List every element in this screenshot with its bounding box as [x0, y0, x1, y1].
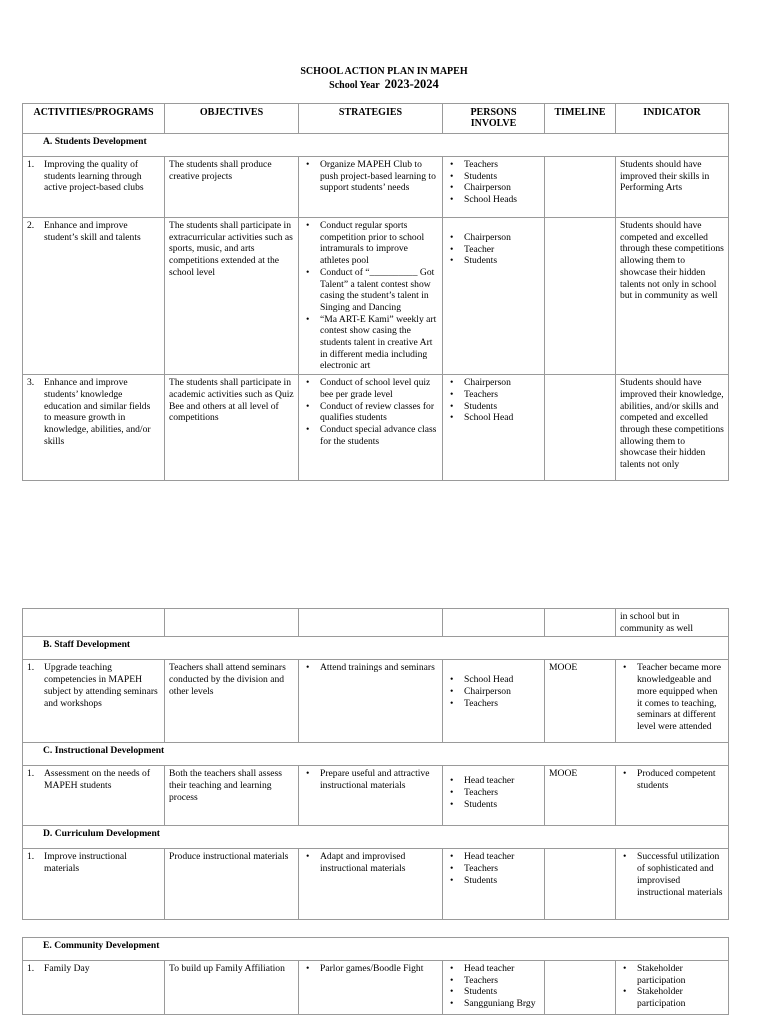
table-row: 1. Upgrade teaching competencies in MAPEH subject by attending seminars and workshops Teachers shall attend seminars conducted by the division and other levels • Attend trainings and seminars • School Head • Chairperson • Teachers MOOE • Teacher became more knowledgeable and more equipped when it comes to teaching, seminars at different level were attended	[23, 660, 729, 743]
activity-cell: Family Day	[44, 963, 90, 974]
section-students-development: A. Students Development	[23, 134, 729, 157]
persons-list: • Teachers • Students • Chairperson • School Heads	[447, 159, 540, 206]
timeline-cell: MOOE	[545, 766, 616, 826]
objective-cell: The students shall participate in academic activities such as Quiz Bee and others at all level of competitions	[165, 375, 299, 481]
table-row	[23, 609, 729, 637]
title-line1: SCHOOL ACTION PLAN IN MAPEH	[300, 66, 468, 77]
header-timeline: TIMELINE	[545, 104, 616, 134]
document-title	[0, 66, 768, 92]
table-row: 1. Assessment on the needs of MAPEH students Both the teachers shall assess their teaching and learning process • Prepare useful and attractive instructional materials • Head teacher • Teachers • Students MOOE • Produced competent students	[23, 766, 729, 826]
timeline-cell	[545, 157, 616, 218]
timeline-cell	[545, 849, 616, 920]
activity-cell: Enhance and improve student’s skill and talents	[44, 220, 141, 243]
timeline-cell	[545, 375, 616, 481]
table-row: 2. Enhance and improve student’s skill and talents The students shall participate in extracurricular activities such as sports, music, and arts competitions extended at the school level • Conduct regular sports competition prior to school intramurals to improve athletes pool • Conduct of “__________ Got Talent” a talent contest show casing the student’s talent in Singing and Dancing • “Ma ART-E Kami” weekly art contest show casing the students talent in creative Art in different media including electronic art • Chairperson • Teacher • Students Students should have competed and excelled through these competitions allowing them to showcase their hidden talents not only in school but in community as well	[23, 218, 729, 375]
indicator-list: • Produced competent students	[620, 768, 724, 791]
persons-list: • Chairperson • Teachers • Students • School Head	[447, 377, 540, 424]
title-line2: School Year 2023-2024	[329, 77, 439, 91]
action-plan-table-page1	[22, 103, 729, 481]
header-strategies: STRATEGIES	[299, 104, 443, 134]
school-year: 2023-2024	[384, 77, 439, 91]
indicator-cell: Students should have improved their skills in Performing Arts	[616, 157, 729, 218]
activity-cell: Assessment on the needs of MAPEH students	[44, 768, 151, 792]
section-curriculum-development: D. Curriculum Development	[23, 826, 729, 849]
activity-cell: Improving the quality of students learning through active project-based clubs	[44, 159, 144, 194]
table-row: 1. Improve instructional materials Produce instructional materials • Adapt and improvised instructional materials • Head teacher • Teachers • Students • Successful utilization of sophisticated and improvised instructional materials	[23, 849, 729, 920]
header-indicator: INDICATOR	[616, 104, 729, 134]
indicator-cell: in school but in community as well	[616, 609, 729, 637]
activity-cell: Enhance and improve students’ knowledge education and similar fields to measure growth in knowledge, abilities, and/or skills	[44, 377, 151, 447]
activity-cell: Upgrade teaching competencies in MAPEH subject by attending seminars and workshops	[44, 662, 158, 709]
header-persons: PERSONS INVOLVE	[443, 104, 545, 134]
section-staff-development: B. Staff Development	[23, 637, 729, 660]
indicator-cell: Students should have competed and excelled through these competitions allowing them to showcase their hidden talents not only in school but in community as well	[616, 218, 729, 375]
strategies-list: • Prepare useful and attractive instructional materials	[303, 768, 438, 791]
persons-list: • School Head • Chairperson • Teachers	[447, 674, 540, 709]
section-instructional-development: C. Instructional Development	[23, 743, 729, 766]
header-row	[23, 104, 729, 134]
activity-cell: Improve instructional materials	[44, 851, 127, 875]
objective-cell: Both the teachers shall assess their teaching and learning process	[165, 766, 299, 826]
indicator-list: • Successful utilization of sophisticated and improvised instructional materials	[620, 851, 724, 898]
persons-list: • Head teacher • Teachers • Students	[447, 775, 540, 810]
table-row: 1. Improving the quality of students learning through active project-based clubs The students shall produce creative projects • Organize MAPEH Club to push project-based learning to support students’ needs • Teachers • Students • Chairperson • School Heads Students should have improved their skills in Performing Arts	[23, 157, 729, 218]
action-plan-table-community	[22, 937, 729, 1015]
persons-list: • Head teacher • Teachers • Students • Sangguniang Brgy	[447, 963, 540, 1010]
strategies-list: • Adapt and improvised instructional materials	[303, 851, 438, 874]
strategies-list: • Organize MAPEH Club to push project-based learning to support students’ needs	[303, 159, 438, 194]
persons-list: • Chairperson • Teacher • Students	[447, 232, 540, 267]
section-community-development: E. Community Development	[23, 938, 729, 961]
header-activities: ACTIVITIES/PROGRAMS	[23, 104, 165, 134]
indicator-list: • Teacher became more knowledgeable and more equipped when it comes to teaching, seminars at different level were attended	[620, 662, 724, 732]
persons-list: • Head teacher • Teachers • Students	[447, 851, 540, 886]
header-objectives: OBJECTIVES	[165, 104, 299, 134]
strategies-list: • Parlor games/Boodle Fight	[303, 963, 438, 975]
objective-cell: To build up Family Affiliation	[165, 961, 299, 1015]
strategies-list: • Conduct regular sports competition prior to school intramurals to improve athletes pool • Conduct of “__________ Got Talent” a talent contest show casing the student’s talent in Singing and Dancing • “Ma ART-E Kami” weekly art contest show casing the students talent in creative Art in different media including electronic art	[303, 220, 438, 372]
strategies-list: • Conduct of school level quiz bee per grade level • Conduct of review classes for qualifies students • Conduct special advance class for the students	[303, 377, 438, 447]
objective-cell: Teachers shall attend seminars conducted by the division and other levels	[165, 660, 299, 743]
table-row: 1. Family Day To build up Family Affiliation • Parlor games/Boodle Fight • Head teacher • Teachers • Students • Sangguniang Brgy • Stakeholder participation • Stakeholder participation	[23, 961, 729, 1015]
action-plan-table-page2	[22, 608, 729, 920]
timeline-cell	[545, 218, 616, 375]
indicator-list: • Stakeholder participation • Stakeholder participation	[620, 963, 724, 1010]
objective-cell: The students shall produce creative projects	[165, 157, 299, 218]
objective-cell: Produce instructional materials	[165, 849, 299, 920]
timeline-cell: MOOE	[545, 660, 616, 743]
strategies-list: • Attend trainings and seminars	[303, 662, 438, 674]
indicator-cell: Students should have improved their knowledge, abilities, and/or skills and competed and excelled through these competitions allowing them to showcase their hidden talents not only	[616, 375, 729, 481]
objective-cell: The students shall participate in extracurricular activities such as sports, music, and arts competitions extended at the school level	[165, 218, 299, 375]
table-row: 3. Enhance and improve students’ knowledge education and similar fields to measure growth in knowledge, abilities, and/or skills The students shall participate in academic activities such as Quiz Bee and others at all level of competitions • Conduct of school level quiz bee per grade level • Conduct of review classes for qualifies students • Conduct special advance class for the students • Chairperson • Teachers • Students • School Head Students should have improved their knowledge, abilities, and/or skills and competed and excelled through these competitions allowing them to showcase their hidden talents not only	[23, 375, 729, 481]
timeline-cell	[545, 961, 616, 1015]
